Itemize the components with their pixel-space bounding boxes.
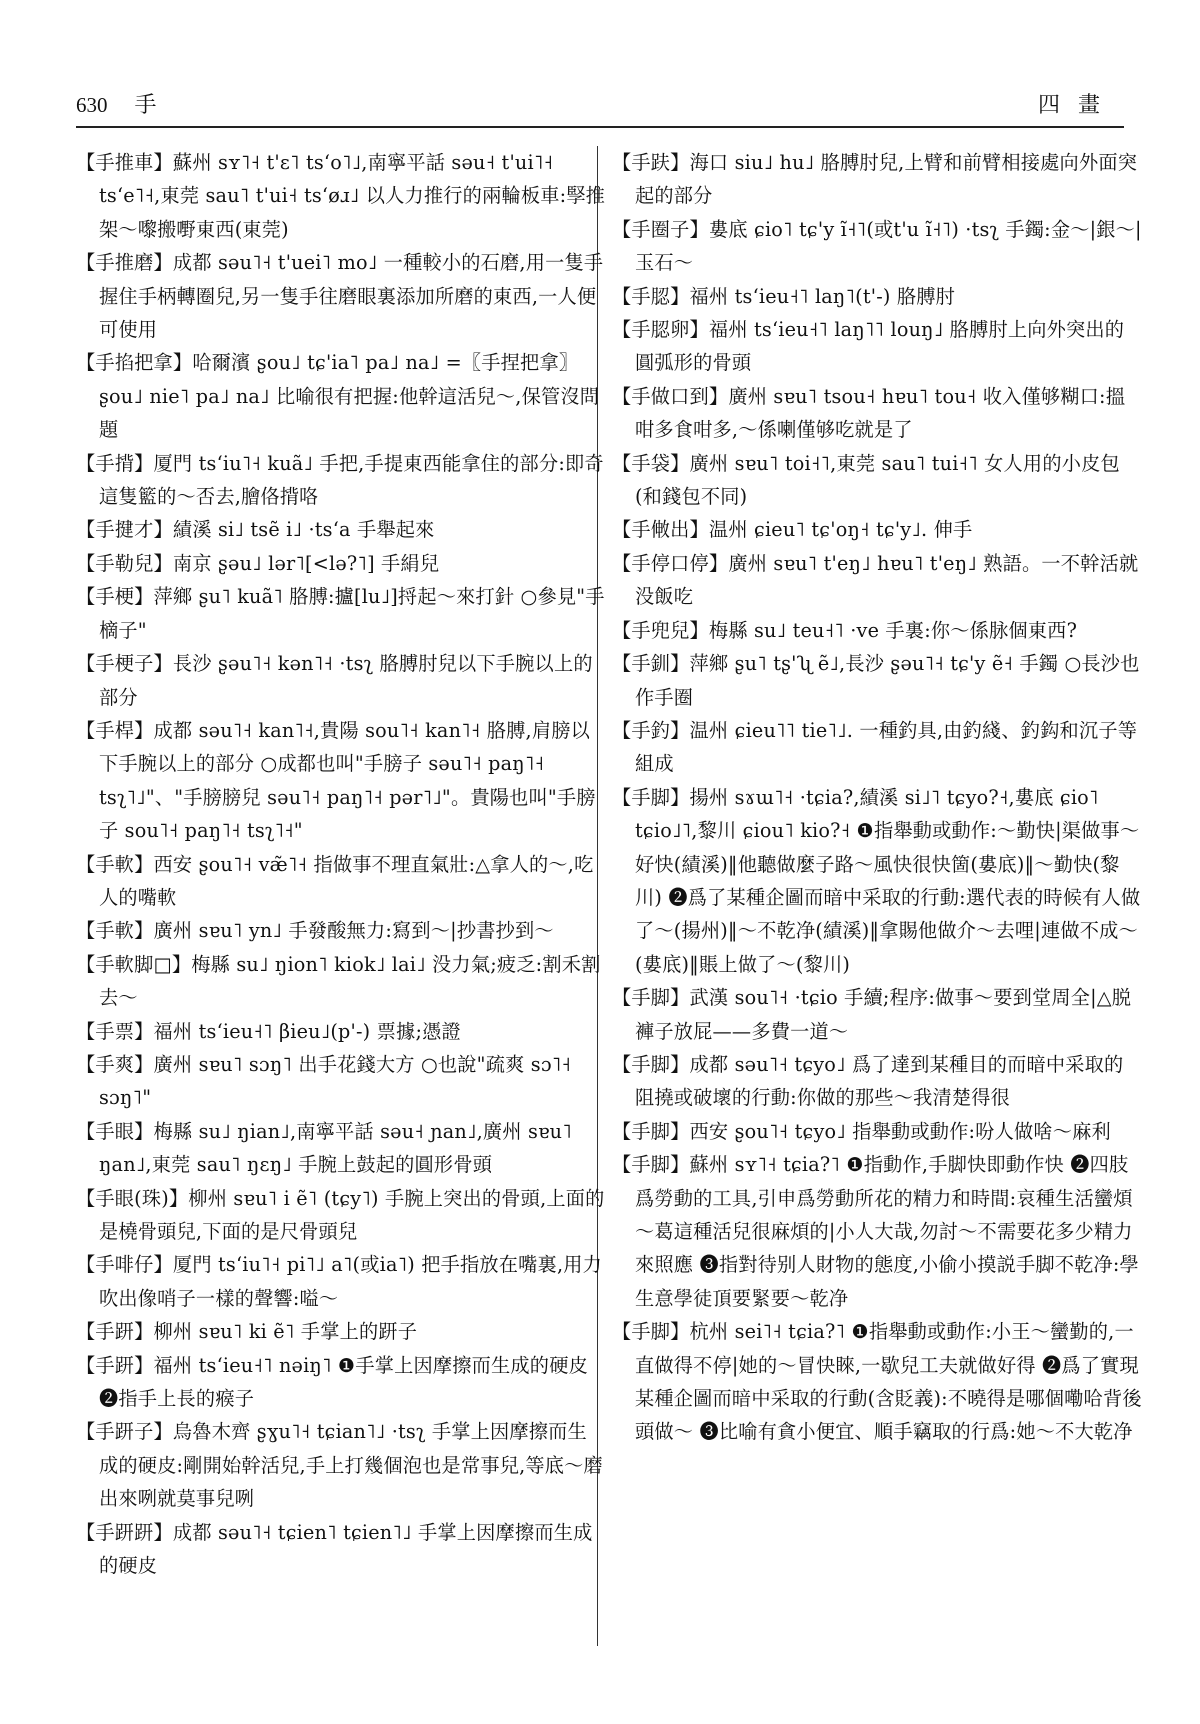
- dictionary-entry: 【手䏰】福州 tsʻieu˧˥ laŋ˥(t'-) 胳膊肘: [612, 284, 956, 308]
- dictionary-entry: 【手袋】廣州 sɐu˥ toi˧˥,東莞 sau˥ tui˧˥ 女人用的小皮包(和錢包不同): [612, 451, 1120, 509]
- dictionary-entry: 【手揵才】績溪 si˩ tsẽ i˩ ·tsʻa 手舉起來: [76, 518, 435, 542]
- dictionary-entry: 【手脚】西安 ʂou˥˧ tɕyo˩ 指舉動或動作:吩人做啥～麻利: [612, 1119, 1111, 1143]
- dictionary-entry: 【手軟脚□】梅縣 su˩ ŋion˥ kiok˩ lai˩ 没力氣;疲乏:割禾割去～: [76, 952, 601, 1010]
- dictionary-entry: 【手釧】萍鄉 ʂu˥ tʂ'ʯ ẽ˩,長沙 ʂəu˥˧ tɕ'y ẽ˧ 手鐲 ○長沙也作手圈: [612, 652, 1140, 709]
- dictionary-entry: 【手趼】福州 tsʻieu˧˥ nəiŋ˥ ❶手掌上因摩擦而生成的硬皮 ❷指手上長的瘊子: [76, 1353, 588, 1411]
- dictionary-entry: 【手做口到】廣州 sɐu˥ tsou˧ hɐu˥ tou˧ 收入僅够糊口:搵咁多食咁多,～係喇僅够吃就是了: [612, 384, 1126, 442]
- dictionary-entry: 【手䏰卵】福州 tsʻieu˧˥ laŋ˥˥ louŋ˩ 胳膊肘上向外突出的圓弧形的骨頭: [612, 318, 1125, 375]
- section-label: 四畫: [1037, 93, 1118, 118]
- dictionary-entry: 【手眼(珠)】柳州 sɐu˥ i ẽ˥ (tɕy˥) 手腕上突出的骨頭,上面的是橈骨頭兒,下面的是尺骨頭兒: [76, 1186, 605, 1243]
- right-column: [612, 146, 1142, 1449]
- dictionary-entry: 【手勒兒】南京 ʂəu˩ lər˥[<lə?˥] 手絹兒: [76, 551, 440, 575]
- dictionary-entry: 【手桿】成都 səu˥˧ kan˥˧,貴陽 sou˥˧ kan˥˧ 胳膊,肩膀以下手腕以上的部分 ○成都也叫"手膀子 səu˥˧ paŋ˥˧ tsʅ˥˩"、"手膀膀兒 səu˥˧ paŋ˥˧ pər˥˩"。貴陽也叫"手膀子 sou˥˧ paŋ˥˧ tsʅ˥˧": [76, 718, 596, 843]
- header-left: [76, 88, 157, 119]
- dictionary-entry: 【手趼子】烏魯木齊 ʂɣu˥˧ tɕian˥˩ ·tsʅ 手掌上因摩擦而生成的硬皮:剛開始幹活兒,手上打幾個泡也是常事兒,等底～磨出來咧就莫事兒咧: [76, 1420, 603, 1511]
- dictionary-entry: 【手脚】武漢 sou˥˧ ·tɕio 手續;程序:做事～要到堂周全|△脱褲子放屁——多費一道～: [612, 986, 1132, 1043]
- dictionary-entry: 【手梗子】長沙 ʂəu˥˧ kən˥˧ ·tsʅ 胳膊肘兒以下手腕以上的部分: [76, 652, 593, 709]
- page-number: 630: [76, 93, 108, 117]
- dictionary-entry: 【手趺】海口 siu˩ hu˩ 胳膊肘兒,上臂和前臂相接處向外面突起的部分: [612, 151, 1138, 208]
- dictionary-entry: 【手票】福州 tsʻieu˧˥ βieu˩(p'-) 票據;憑證: [76, 1019, 461, 1043]
- dictionary-entry: 【手軟】西安 ʂou˥˧ væ̃˥˧ 指做事不理直氣壯:△拿人的～,吃人的嘴軟: [76, 852, 594, 909]
- dictionary-entry: 【手脚】杭州 sei˥˧ tɕia?˥ ❶指舉動或動作:小王～蠻勤的,一直做得不停|她的～冒快睞,一歇兒工夫就做好得 ❷爲了實現某種企圖而暗中采取的行動(含貶義):不曉得是哪個嘞哈背後頭做～ ❸比喻有貪小便宜、順手竊取的行爲:她～不大乾净: [612, 1320, 1142, 1444]
- dictionary-entry: 【手爽】廣州 sɐu˥ sɔŋ˥ 出手花錢大方 ○也說"疏爽 sɔ˥˧ sɔŋ˥": [76, 1052, 572, 1110]
- dictionary-entry: 【手趼】柳州 sɐu˥ ki ẽ˥ 手掌上的趼子: [76, 1320, 418, 1344]
- dictionary-entry: 【手眼】梅縣 su˩ ŋian˩,南寧平話 səu˧ ɲan˩,廣州 sɐu˥ ŋan˩,東莞 sau˥ ŋɛŋ˩ 手腕上鼓起的圓形骨頭: [76, 1119, 572, 1177]
- dictionary-entry: 【手掐把拿】哈爾濱 ʂou˩ tɕ'ia˥ pa˩ na˩ =〖手捏把拿〗 ʂou˩ nie˥ pa˩ na˩ 比喻很有把握:他幹這活兒～,保管沒問題: [76, 351, 600, 442]
- dictionary-entry: 【手趼趼】成都 səu˥˧ tɕien˥ tɕien˥˩ 手掌上因摩擦而生成的硬皮: [76, 1520, 593, 1578]
- left-column: [76, 146, 606, 1582]
- dictionary-entry: 【手脚】揚州 sɤɯ˥˧ ·tɕia?,績溪 si˩˥ tɕyo?˧,婁底 ɕio˥ tɕio˩˥,黎川 ɕiou˥ kio?˧ ❶指舉動或動作:～勤快|渠做事～好快(績溪)‖他聽做麼子路～風快很快箇(婁底)‖～勤快(黎川) ❷爲了某種企圖而暗中采取的行動:選代表的時候有人做了～(揚州)‖～不乾净(績溪)‖拿賜他做介～去哩|連做不成～(婁底)‖賬上做了～(黎川): [612, 785, 1141, 976]
- dictionary-entry: 【手釣】温州 ɕieu˥˥ tie˥˩. 一種釣具,由釣綫、釣鈎和沉子等組成: [612, 718, 1138, 776]
- dictionary-entry: 【手啡仔】厦門 tsʻiu˥˧ pi˥˩ a˥(或ia˥) 把手指放在嘴裏,用力吹出像哨子一樣的聲響:嗌～: [76, 1253, 603, 1310]
- dictionary-entry: 【手推磨】成都 səu˥˧ t'uei˥ mo˩ 一種較小的石磨,用一隻手握住手柄轉圈兒,另一隻手往磨眼裏添加所磨的東西,一人便可使用: [76, 251, 604, 342]
- head-character: 手: [134, 93, 157, 118]
- page-header: [76, 84, 1124, 124]
- dictionary-entry: 【手推車】蘇州 sʏ˥˧ t'ɛ˥ tsʻo˥˩,南寧平話 səu˧ t'ui˥˧ tsʻe˥˧,東莞 sau˥ t'ui˧ tsʻøɹ˩ 以人力推行的兩輪板車:孯推架～嚟搬嘢東西(東莞): [76, 151, 606, 241]
- dictionary-entry: 【手軟】廣州 sɐu˥ yn˩ 手發酸無力:寫到～|抄書抄到～: [76, 919, 554, 943]
- dictionary-entry: 【手圈子】婁底 ɕio˥ tɕ'y ĩ˧˥(或t'u ĩ˧˥) ·tsʅ 手鐲:金～|銀～|玉石～: [612, 217, 1142, 275]
- dictionary-entry: 【手揹】厦門 tsʻiu˥˧ kuã˩ 手把,手提東西能拿住的部分:即奇這隻籃的～否去,膾佫揹咯: [76, 451, 604, 509]
- dictionary-entry: 【手脚】成都 səu˥˧ tɕyo˩ 爲了達到某種目的而暗中采取的阻撓或破壞的行動:你做的那些～我清楚得很: [612, 1052, 1124, 1110]
- dictionary-entry: 【手停口停】廣州 sɐu˥ t'eŋ˩ hɐu˥ t'eŋ˩ 熟語。一不幹活就没飯吃: [612, 551, 1139, 609]
- dictionary-entry: 【手梗】萍鄉 ʂu˥ kuã˥ 胳膊:攎[lu˩]捋起～來打針 ○參見"手樀子": [76, 585, 605, 642]
- header-rule: [76, 126, 1124, 128]
- dictionary-entry: 【手敒出】温州 ɕieu˥ tɕ'oŋ˧ tɕ'y˩. 伸手: [612, 518, 973, 542]
- dictionary-entry: 【手兜兒】梅縣 su˩ teu˧˥ ·ve 手裏:你～係脉個東西?: [612, 618, 1078, 642]
- dictionary-entry: 【手脚】蘇州 sʏ˥˧ tɕia?˥ ❶指動作,手脚快即動作快 ❷四肢爲勞動的工具,引申爲勞動所花的精力和時間:哀種生活蠻煩～葛這種活兒很麻煩的|小人大哉,勿討～不需要花多少精力來照應 ❸指對待别人財物的態度,小偷小摸説手脚不乾净:學生意學徒頂要緊要～乾净: [612, 1153, 1139, 1310]
